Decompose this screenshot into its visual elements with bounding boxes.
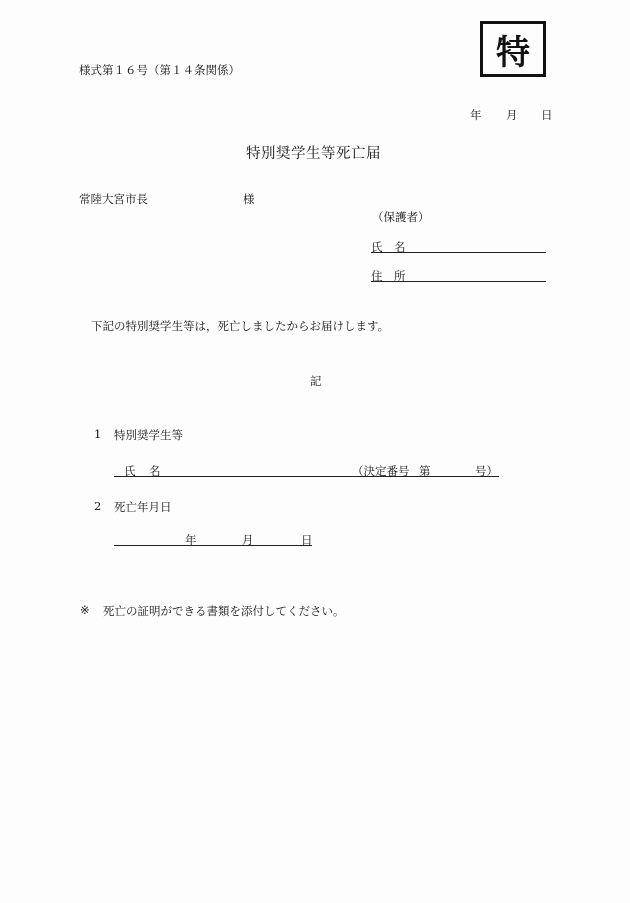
item2-number: 2 <box>94 499 102 513</box>
item1-name-label-2: 名 <box>149 464 161 478</box>
applicant-name-label-2: 名 <box>394 240 406 254</box>
note-mark: ※ <box>80 603 90 617</box>
applicant-name-label-1: 氏 <box>371 240 383 254</box>
date-year-label: 年 <box>470 108 482 122</box>
item1-name-field[interactable] <box>114 464 499 477</box>
item1-name-label-1: 氏 <box>124 464 136 478</box>
item1-decision-dai: 第 <box>419 464 431 478</box>
addressee-name: 常陸大宮市長 <box>79 192 148 206</box>
note-text: 死亡の証明ができる書類を添付してください。 <box>103 604 345 618</box>
item2-year-label: 年 <box>185 533 197 547</box>
item1-number: 1 <box>94 427 102 441</box>
applicant-name-field[interactable] <box>371 240 546 253</box>
item1-label: 特別奨学生等 <box>114 428 183 442</box>
date-month-label: 月 <box>506 108 518 122</box>
body-text: 下記の特別奨学生等は，死亡しましたからお届けします。 <box>91 319 390 333</box>
special-stamp: 特 <box>480 21 546 77</box>
ki-label: 記 <box>310 374 322 388</box>
applicant-role: （保護者） <box>372 210 430 224</box>
document-title: 特別奨学生等死亡届 <box>246 146 381 162</box>
item2-label: 死亡年月日 <box>114 500 172 514</box>
item1-decision-open: （決定番号 <box>352 464 410 478</box>
form-number: 様式第１６号（第１４条関係） <box>79 63 240 77</box>
addressee-honorific: 様 <box>243 192 255 206</box>
applicant-address-label-2: 所 <box>394 269 406 283</box>
date-day-label: 日 <box>541 108 553 122</box>
item1-decision-close: 号） <box>475 464 498 478</box>
item2-month-label: 月 <box>242 533 254 547</box>
applicant-address-label-1: 住 <box>371 269 383 283</box>
applicant-address-field[interactable] <box>371 269 546 282</box>
item2-date-field[interactable] <box>114 533 312 546</box>
item2-day-label: 日 <box>301 533 313 547</box>
